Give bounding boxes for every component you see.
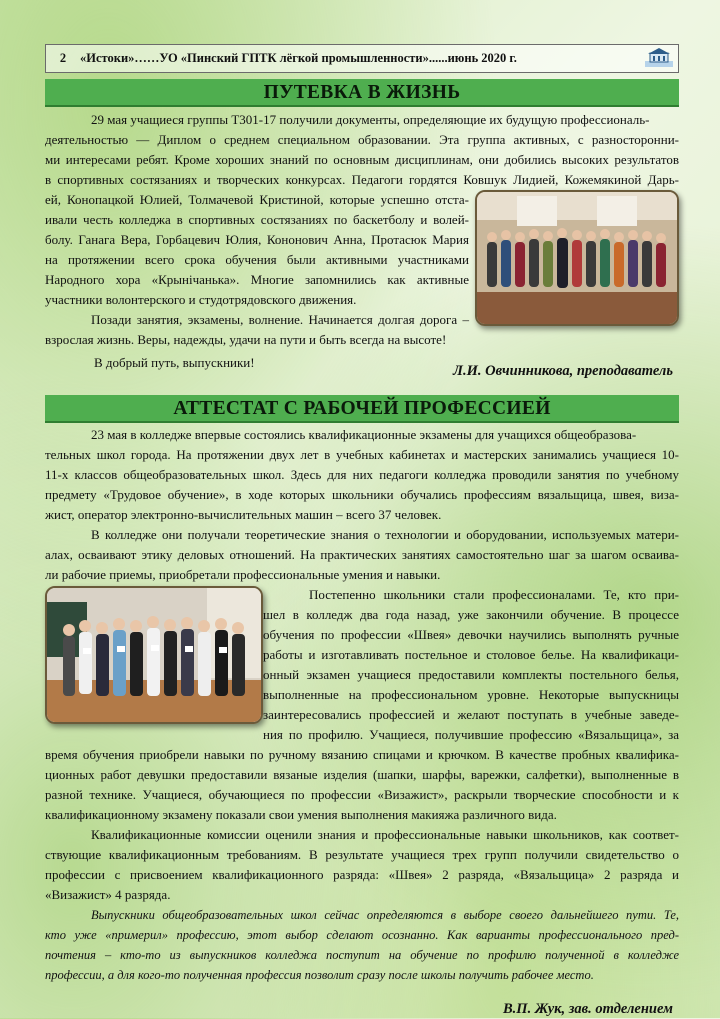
- college-logo-icon: [644, 47, 674, 69]
- article2-line: обучения по профессии «Швея» девочки научились выполнять ручные: [263, 627, 679, 642]
- article2-line: время обучения приобрели навыки по ручному вязанию спицами и крючком. В качестве пробных квалифика-: [45, 747, 679, 762]
- article1-signature: Л.И. Овчинникова, преподаватель: [453, 363, 673, 379]
- article2-italic-paragraph: [45, 905, 679, 985]
- article2-line: 11-х классов общеобразовательных школ. Здесь для них педагоги колледжа проводили занятия по учебному: [45, 467, 679, 482]
- article2-line: шел в колледж два года назад, уже закончили обучение. В процессе: [263, 607, 679, 622]
- page-number: 2: [59, 51, 67, 65]
- article2-line: Постепенно школьники стали профессионалами. Те, кто при-: [309, 587, 679, 602]
- article2-line: ли рабочие приемы, приобретали профессиональные умения и навыки.: [45, 567, 441, 582]
- article2-line: работы и изготавливать постельное и столовое белье. На квалификаци-: [263, 647, 679, 662]
- article2-signature: В.П. Жук, зав. отделением: [503, 1001, 673, 1017]
- article1-closing-row: [45, 353, 679, 379]
- article2-line: «Визажист» 4 разряда.: [45, 887, 171, 902]
- article1-line: взрослая жизнь. Веры, надежды, удачи на пути и быть всегда на высоте!: [45, 332, 447, 347]
- article1-line: на протяжении всего срока обучения были активными участниками: [45, 252, 469, 267]
- article2-heading: АТТЕСТАТ С РАБОЧЕЙ ПРОФЕССИЕЙ: [45, 395, 679, 423]
- header-title: «Истоки»……УО «Пинский ГПТК лёгкой промышленности»......июнь 2020 г.: [80, 51, 517, 65]
- article1-line: деятельностью — Диплом о среднем специальном образовании. Эта группа активных, с разносторонни-: [45, 132, 679, 147]
- page-header: [45, 44, 679, 73]
- article1-closing-line: В добрый путь, выпускники!: [94, 355, 255, 370]
- article1-line: Народного хора «Крынiчанька». Многие запомнились как активные: [45, 272, 469, 287]
- article2-line: ционных работ девушки предоставили вязаные изделия (шапки, шарфы, варежки, салфетки), выполненные в: [45, 767, 679, 782]
- article1-line: болу. Ганага Вера, Горбацевич Юлия, Кононович Анна, Протасюк Мария: [45, 232, 469, 247]
- article2-line: ния по профилю. Учащиеся, получившие профессию «Вязальщица», за: [263, 727, 679, 742]
- article2-line: ствующие квалификационным требованиям. В результате учащиеся трех групп получили свидетельство о: [45, 847, 679, 862]
- article2-line: В колледже они получали теоретические знания о технологии и оборудовании, используемых матери-: [91, 527, 679, 542]
- article2-body: [45, 425, 679, 1019]
- article2-line: квалификационному экзамену показали свои умения выполнения макияжа различного вида.: [45, 807, 557, 822]
- article1-body: [45, 110, 679, 379]
- article1-line: ей, Конопацкой Юлией, Толмачевой Кристиной, которые успешно отста-: [45, 192, 469, 207]
- article2-italic-line: почтения – кто-то из выпускников колледжа поступит на обучение по профилю полученной в колледже: [45, 948, 679, 962]
- article2-line: 23 мая в колледже впервые состоялись квалификационные экзамены для учащихся общеобразова-: [91, 427, 637, 442]
- article1-line: ми интересами ребят. Кроме хороших знаний по основным дисциплинам, они добились высоких результатов: [45, 152, 679, 167]
- article1-heading: ПУТЕВКА В ЖИЗНЬ: [45, 79, 679, 107]
- article2-line: алах, осваивают этику деловых отношений. На практических занятиях самостоятельно шаг за шагом осваива-: [45, 547, 679, 562]
- article2-line: заинтересовались профессией и желают поступать в учебные заведе-: [263, 707, 679, 722]
- article2-line: выполненные на профессиональном уровне. Некоторые выпускницы: [263, 687, 679, 702]
- graduates-group-photo: [475, 190, 679, 326]
- article2-line: онный экзамен учащиеся предоставили комплекты постельного белья,: [263, 667, 679, 682]
- article1-line: ивали честь колледжа в спортивных состязаниях по баскетболу и волей-: [45, 212, 469, 227]
- article1-line: в спортивных состязаниях и творческих конкурсах. Педагоги гордятся Ковшук Лидией, Кожемякиной Дарь-: [45, 172, 679, 187]
- newsletter-page: [45, 44, 679, 1019]
- article2-italic-line: кто уже «примерил» профессию, этот выбор сделают осознанно. Как варианты профессионального пред-: [45, 928, 679, 942]
- article2-italic-line: профессии, а для кого-то полученная профессия позволит сразу после школы получить рабочее место.: [45, 968, 594, 982]
- article2-line: Квалификационные комиссии оценили знания и профессиональные навыки школьников, как соответ-: [91, 827, 679, 842]
- students-group-photo: [45, 586, 263, 724]
- graduates-photo-image: [477, 192, 677, 324]
- article2-italic-line: Выпускники общеобразовательных школ сейчас определяются в выборе своего дальнейшего пути. Те,: [91, 908, 679, 922]
- students-photo-image: [47, 588, 261, 722]
- article2-line: жист, оператор электронно-вычислительных машин – всего 37 человек.: [45, 507, 442, 522]
- article2-line: разной технике. Учащиеся, обучающиеся по профессии «Визажист», раскрыли творческие способности и к: [45, 787, 679, 802]
- article2-line: тельных школ города. На протяжении двух лет в учебных кабинетах и мастерских занимались учащиеся 10-: [45, 447, 679, 462]
- article2-line: предмету «Трудовое обучение», в ходе которых школьники обучались профессиям вязальщица, швея, виза-: [45, 487, 679, 502]
- article2-line: профессии с присвоением квалификационного разряда: «Швея» 2 разряда, «Вязальщица» 2 разряда и: [45, 867, 679, 882]
- article1-line: Позади занятия, экзамены, волнение. Начинается долгая дорога –: [91, 312, 469, 327]
- article1-line: участники волонтерского и студотрядовского движения.: [45, 292, 357, 307]
- article1-line: 29 мая учащиеся группы Т301-17 получили документы, определяющие их будущую профессиональ-: [91, 112, 650, 127]
